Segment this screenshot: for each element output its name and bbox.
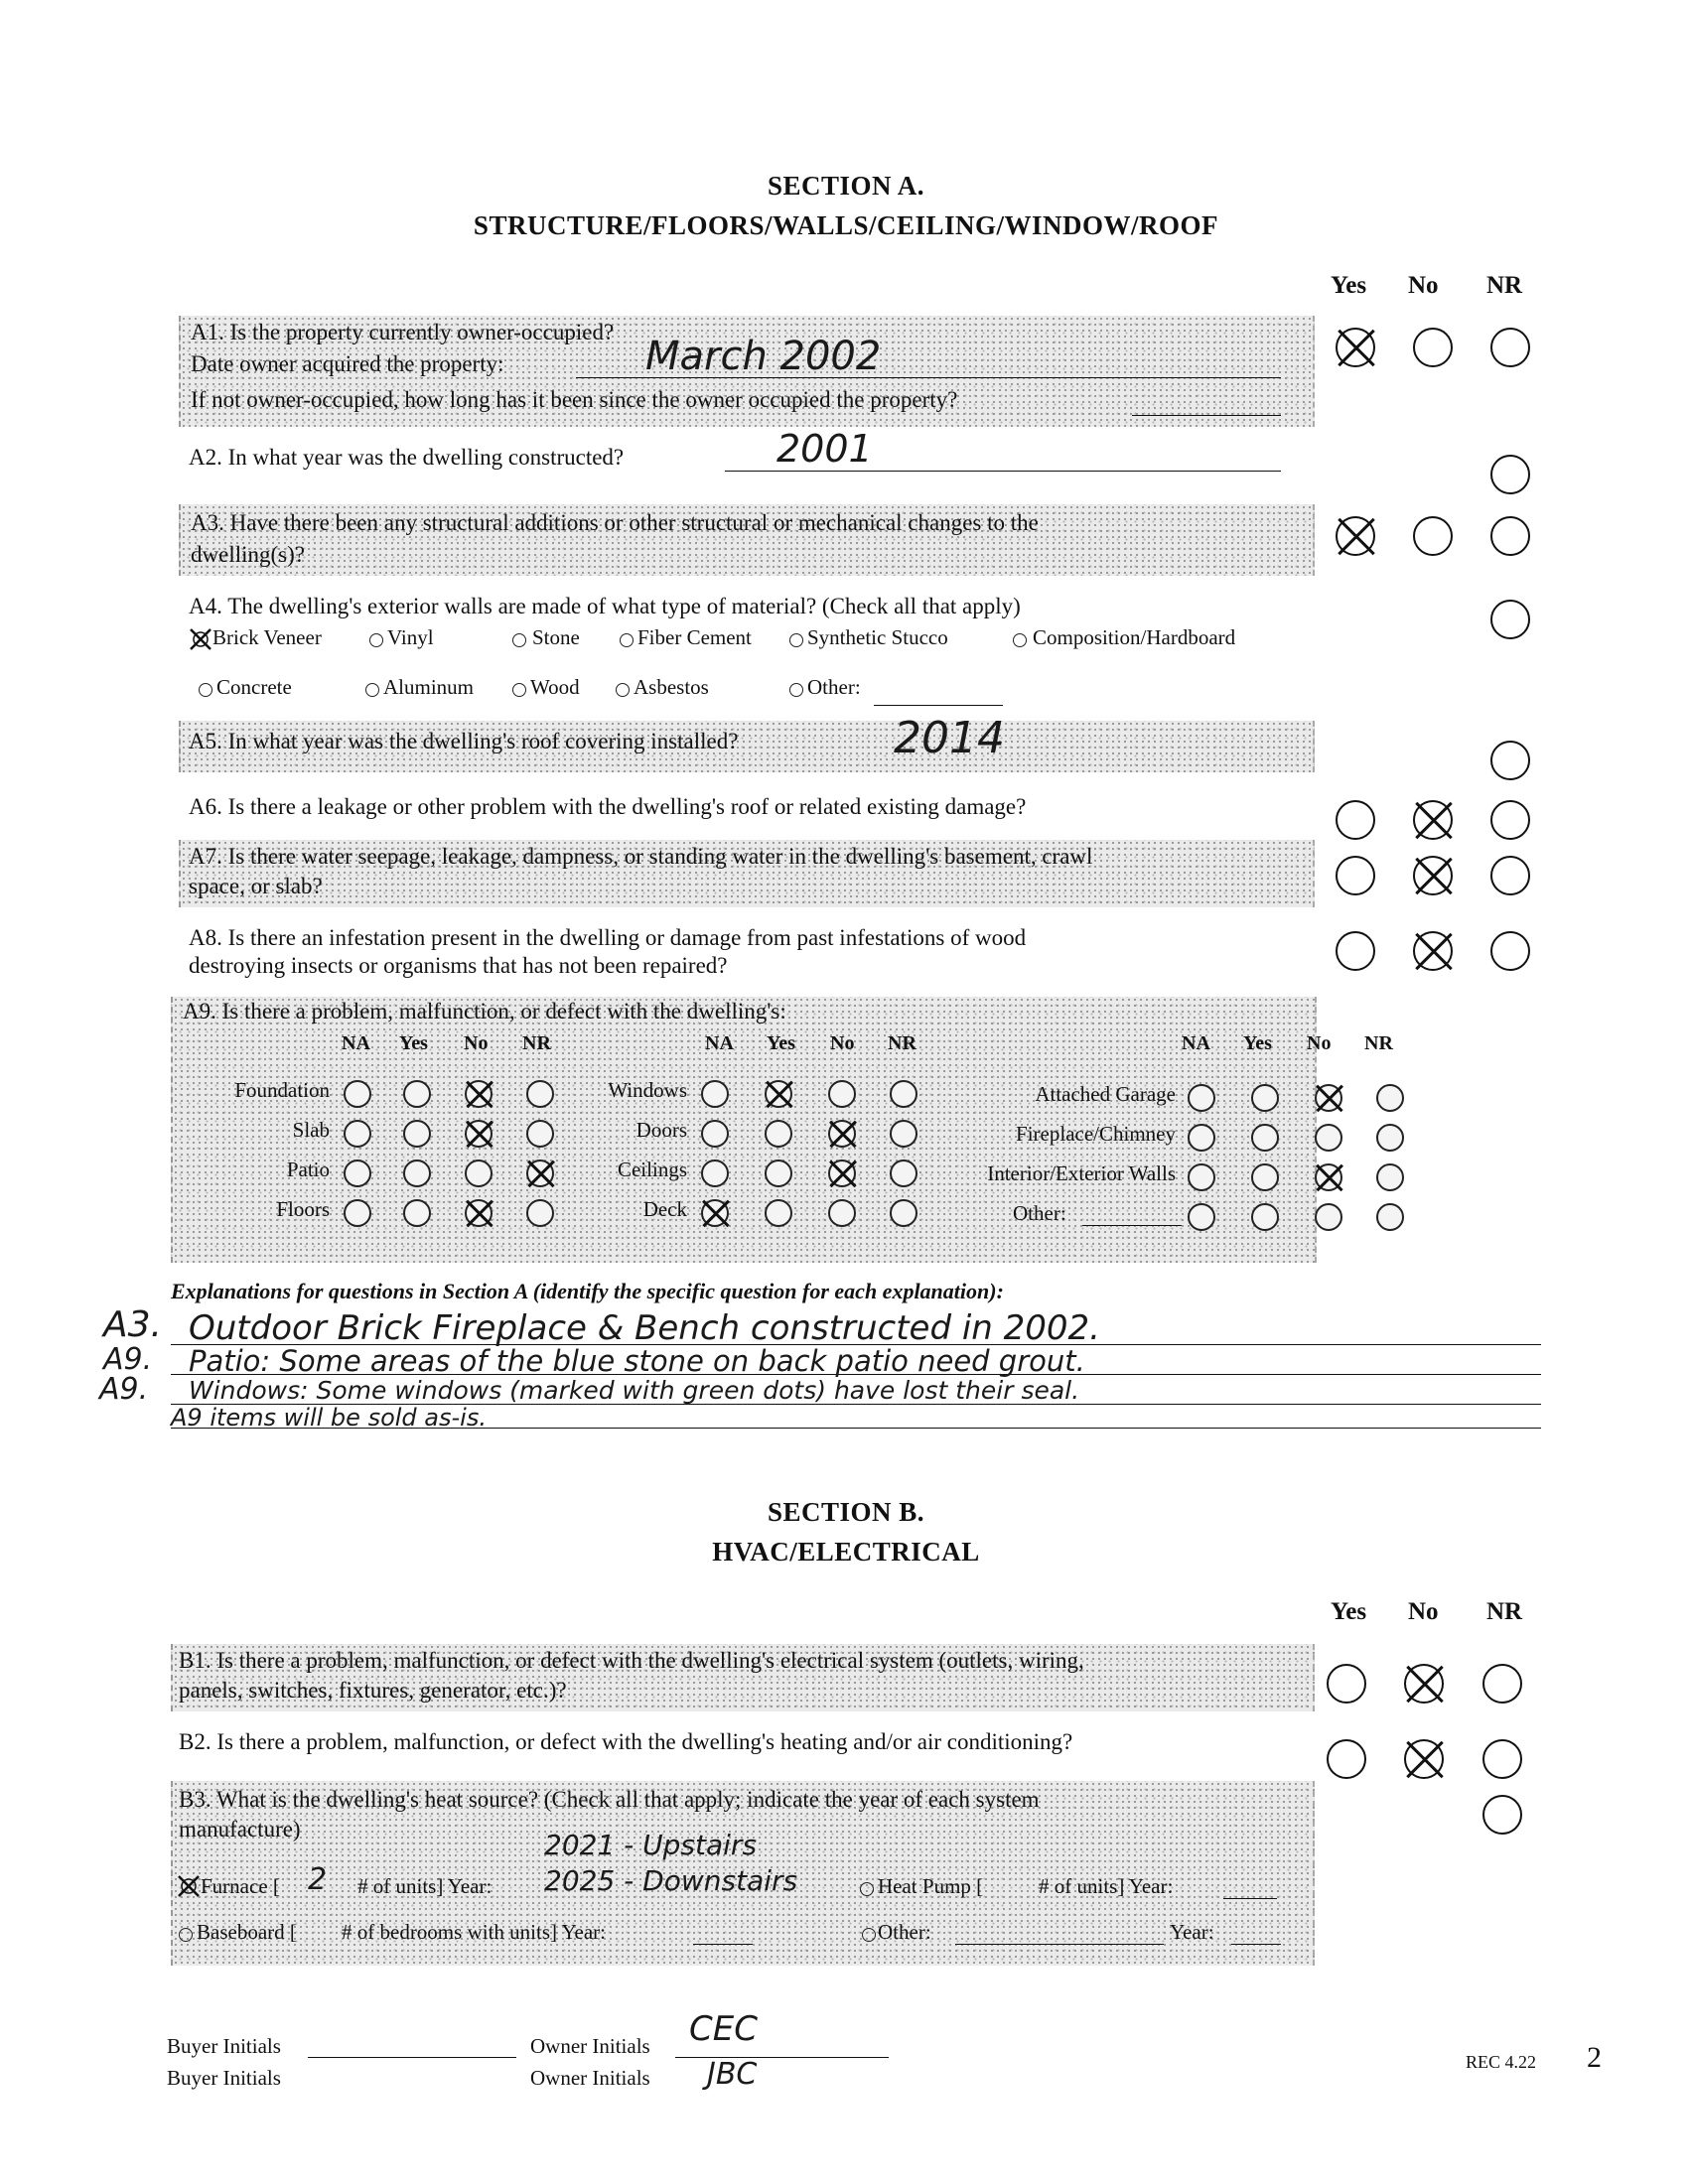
a4-composition-radio[interactable] bbox=[1013, 633, 1027, 647]
a9-foundation-no[interactable] bbox=[465, 1080, 493, 1108]
a7-no-radio[interactable] bbox=[1413, 856, 1453, 895]
b1-no-radio[interactable] bbox=[1404, 1664, 1444, 1704]
a4-opt-brick: Brick Veneer bbox=[212, 625, 322, 649]
a9-floors-na[interactable] bbox=[344, 1199, 371, 1227]
a7-nr-radio[interactable] bbox=[1490, 856, 1530, 895]
a9-fireplace-no[interactable] bbox=[1315, 1124, 1342, 1152]
b1-question-2: panels, switches, fixtures, generator, etc.)? bbox=[179, 1678, 567, 1703]
b3-furnace-year-label: # of units] Year: bbox=[357, 1874, 493, 1898]
a1-question: A1. Is the property currently owner-occupied? bbox=[191, 320, 615, 344]
a9-other-no[interactable] bbox=[1315, 1203, 1342, 1231]
b3-baseboard-year-label: # of bedrooms with units] Year: bbox=[342, 1920, 606, 1944]
b3-other-field[interactable] bbox=[955, 1926, 1164, 1945]
b3-other-label: Other: bbox=[878, 1920, 931, 1944]
a9-deck-no[interactable] bbox=[828, 1199, 856, 1227]
b1-question-1: B1. Is there a problem, malfunction, or defect with the dwelling's electrical system (outlets, wiring, bbox=[179, 1648, 1084, 1673]
a6-yes-radio[interactable] bbox=[1336, 800, 1375, 840]
a9-g3-col-yes: Yes bbox=[1243, 1032, 1272, 1054]
b3-year-upstairs[interactable]: 2021 - Upstairs bbox=[544, 1829, 758, 1861]
a9-fireplace-nr[interactable] bbox=[1376, 1124, 1404, 1152]
a4-opt-vinyl: Vinyl bbox=[387, 625, 434, 649]
b3-baseboard-year-field[interactable] bbox=[693, 1926, 753, 1945]
a9-patio-nr[interactable] bbox=[526, 1160, 554, 1187]
a9-slab-yes[interactable] bbox=[403, 1120, 431, 1148]
a9-walls-na[interactable] bbox=[1188, 1163, 1215, 1191]
b1-nr-radio[interactable] bbox=[1482, 1664, 1522, 1704]
a7-yes-radio[interactable] bbox=[1336, 856, 1375, 895]
a1-no-radio[interactable] bbox=[1413, 328, 1453, 367]
a7-question-1: A7. Is there water seepage, leakage, dampness, or standing water in the dwelling's basement, crawl bbox=[189, 844, 1093, 869]
a6-no-radio[interactable] bbox=[1413, 800, 1453, 840]
explanations-label: Explanations for questions in Section A (identify the specific question for each explanation): bbox=[171, 1279, 1004, 1303]
a4-opt-concrete: Concrete bbox=[216, 675, 292, 699]
b3-furnace-label: Furnace [ bbox=[201, 1874, 280, 1898]
a9-g2-col-yes: Yes bbox=[767, 1032, 795, 1054]
a4-brick-check[interactable] bbox=[189, 627, 211, 649]
b3-other-year-field[interactable] bbox=[1231, 1926, 1281, 1945]
explanation-4-text[interactable]: A9 items will be sold as-is. bbox=[171, 1404, 487, 1432]
b3-year-downstairs[interactable]: 2025 - Downstairs bbox=[544, 1864, 798, 1897]
a9-slab-no[interactable] bbox=[465, 1120, 493, 1148]
a9-deck-na[interactable] bbox=[701, 1199, 729, 1227]
a9-question: A9. Is there a problem, malfunction, or defect with the dwelling's: bbox=[183, 999, 786, 1024]
section-a-subtitle: STRUCTURE/FLOORS/WALLS/CEILING/WINDOW/ROOF bbox=[473, 210, 1219, 240]
a9-label-windows: Windows bbox=[608, 1078, 687, 1102]
a3-yes-radio[interactable] bbox=[1336, 516, 1375, 556]
a4-other-field[interactable] bbox=[874, 685, 1003, 706]
a9-doors-nr[interactable] bbox=[890, 1120, 917, 1148]
a9-garage-yes[interactable] bbox=[1251, 1084, 1279, 1112]
explanation-2-text[interactable]: Patio: Some areas of the blue stone on back patio need grout. bbox=[189, 1344, 1085, 1378]
a1-date-value[interactable]: March 2002 bbox=[645, 334, 882, 379]
a9-fireplace-na[interactable] bbox=[1188, 1124, 1215, 1152]
a4-concrete-radio[interactable] bbox=[199, 683, 212, 697]
a9-ceilings-nr[interactable] bbox=[890, 1160, 917, 1187]
b3-nr-radio[interactable] bbox=[1482, 1795, 1522, 1835]
a9-label-foundation: Foundation bbox=[234, 1078, 330, 1102]
a9-deck-yes[interactable] bbox=[765, 1199, 792, 1227]
a1-yes-radio[interactable] bbox=[1336, 328, 1375, 367]
a4-asbestos-radio[interactable] bbox=[616, 683, 630, 697]
a7-question-2: space, or slab? bbox=[189, 874, 323, 898]
a9-floors-no[interactable] bbox=[465, 1199, 493, 1227]
a2-nr-radio[interactable] bbox=[1490, 455, 1530, 494]
a9-ceilings-na[interactable] bbox=[701, 1160, 729, 1187]
a8-question-2: destroying insects or organisms that has not been repaired? bbox=[189, 953, 728, 978]
a9-patio-no[interactable] bbox=[465, 1160, 493, 1187]
a9-floors-yes[interactable] bbox=[403, 1199, 431, 1227]
a9-label-other: Other: bbox=[1013, 1201, 1066, 1225]
a9-other-na[interactable] bbox=[1188, 1203, 1215, 1231]
b1-yes-radio[interactable] bbox=[1327, 1664, 1366, 1704]
b2-question: B2. Is there a problem, malfunction, or defect with the dwelling's heating and/or air conditioning? bbox=[179, 1729, 1073, 1754]
a9-other-nr[interactable] bbox=[1376, 1203, 1404, 1231]
a3-no-radio[interactable] bbox=[1413, 516, 1453, 556]
a6-question: A6. Is there a leakage or other problem with the dwelling's roof or related existing damage? bbox=[189, 794, 1027, 819]
a9-slab-nr[interactable] bbox=[526, 1120, 554, 1148]
b3-heatpump-year-field[interactable] bbox=[1223, 1880, 1277, 1899]
a9-g1-col-no: No bbox=[464, 1032, 489, 1054]
a9-doors-na[interactable] bbox=[701, 1120, 729, 1148]
a9-label-deck: Deck bbox=[642, 1197, 687, 1221]
a4-opt-fiber: Fiber Cement bbox=[637, 625, 752, 649]
a4-fiber-radio[interactable] bbox=[620, 633, 634, 647]
b3-heatpump-label: Heat Pump [ bbox=[878, 1874, 984, 1898]
a4-opt-stone: Stone bbox=[532, 625, 580, 649]
b3-question-2: manufacture) bbox=[179, 1817, 301, 1842]
b3-other-year-label: Year: bbox=[1170, 1920, 1214, 1944]
a9-g3-col-nr: NR bbox=[1364, 1032, 1393, 1054]
a9-label-slab: Slab bbox=[292, 1118, 330, 1142]
a3-nr-radio[interactable] bbox=[1490, 516, 1530, 556]
a9-patio-yes[interactable] bbox=[403, 1160, 431, 1187]
a9-foundation-yes[interactable] bbox=[403, 1080, 431, 1108]
a8-yes-radio[interactable] bbox=[1336, 931, 1375, 971]
a5-nr-radio[interactable] bbox=[1490, 741, 1530, 780]
a4-opt-aluminum: Aluminum bbox=[383, 675, 475, 699]
owner-signature-2[interactable]: JBC bbox=[707, 2057, 758, 2092]
a4-opt-stucco: Synthetic Stucco bbox=[807, 625, 948, 649]
a3-question-2: dwelling(s)? bbox=[191, 542, 305, 567]
a5-value[interactable]: 2014 bbox=[894, 713, 1005, 763]
a4-stone-radio[interactable] bbox=[512, 633, 526, 647]
b2-nr-radio[interactable] bbox=[1482, 1739, 1522, 1779]
a3-question-1: A3. Have there been any structural additions or other structural or mechanical changes to the bbox=[191, 510, 1039, 535]
form-code: REC 4.22 bbox=[1466, 2052, 1537, 2072]
a9-patio-na[interactable] bbox=[344, 1160, 371, 1187]
b3-heatpump-radio[interactable] bbox=[860, 1882, 874, 1896]
a2-question: A2. In what year was the dwelling constructed? bbox=[189, 445, 625, 470]
a9-label-garage: Attached Garage bbox=[1035, 1082, 1176, 1106]
b-col-nr-header: NR bbox=[1486, 1598, 1523, 1625]
a9-garage-nr[interactable] bbox=[1376, 1084, 1404, 1112]
b-col-yes-header: Yes bbox=[1331, 1598, 1367, 1625]
a9-garage-na[interactable] bbox=[1188, 1084, 1215, 1112]
b3-furnace-units[interactable]: 2 bbox=[308, 1862, 328, 1897]
a8-question-1: A8. Is there an infestation present in the dwelling or damage from past infestations of wood bbox=[189, 925, 1027, 950]
b2-no-radio[interactable] bbox=[1404, 1739, 1444, 1779]
a9-g2-col-na: NA bbox=[705, 1032, 734, 1054]
a9-windows-na[interactable] bbox=[701, 1080, 729, 1108]
a9-slab-na[interactable] bbox=[344, 1120, 371, 1148]
buyer-initials-field-1[interactable] bbox=[308, 2037, 516, 2058]
a9-doors-yes[interactable] bbox=[765, 1120, 792, 1148]
a9-foundation-na[interactable] bbox=[344, 1080, 371, 1108]
a9-walls-no[interactable] bbox=[1315, 1163, 1342, 1191]
section-a-title: SECTION A. bbox=[767, 171, 925, 201]
a4-aluminum-radio[interactable] bbox=[365, 683, 379, 697]
a2-value[interactable]: 2001 bbox=[776, 427, 873, 471]
b3-heatpump-year-label: # of units] Year: bbox=[1039, 1874, 1174, 1898]
b3-other-radio[interactable] bbox=[862, 1928, 876, 1942]
a4-other-radio[interactable] bbox=[789, 683, 803, 697]
a9-garage-no[interactable] bbox=[1315, 1084, 1342, 1112]
a9-ceilings-yes[interactable] bbox=[765, 1160, 792, 1187]
a9-label-patio: Patio bbox=[286, 1158, 330, 1181]
a1-nr-radio[interactable] bbox=[1490, 328, 1530, 367]
a8-nr-radio[interactable] bbox=[1490, 931, 1530, 971]
col-yes-header: Yes bbox=[1331, 272, 1367, 299]
a9-label-walls: Interior/Exterior Walls bbox=[987, 1161, 1176, 1185]
a9-foundation-nr[interactable] bbox=[526, 1080, 554, 1108]
a9-g1-col-nr: NR bbox=[522, 1032, 551, 1054]
a9-g3-col-na: NA bbox=[1182, 1032, 1210, 1054]
col-nr-header: NR bbox=[1486, 272, 1523, 299]
explanation-2-q: A9. bbox=[103, 1342, 153, 1377]
a4-nr-radio[interactable] bbox=[1490, 600, 1530, 639]
explanation-3-q: A9. bbox=[99, 1372, 149, 1407]
a4-vinyl-radio[interactable] bbox=[369, 633, 383, 647]
a4-opt-asbestos: Asbestos bbox=[634, 675, 709, 699]
a9-g2-col-no: No bbox=[830, 1032, 855, 1054]
b3-furnace-check[interactable] bbox=[177, 1874, 199, 1896]
col-no-header: No bbox=[1408, 272, 1439, 299]
page-number: 2 bbox=[1587, 2041, 1602, 2074]
a9-fireplace-yes[interactable] bbox=[1251, 1124, 1279, 1152]
a9-windows-nr[interactable] bbox=[890, 1080, 917, 1108]
a9-ceilings-no[interactable] bbox=[828, 1160, 856, 1187]
a4-opt-composition: Composition/Hardboard bbox=[1033, 625, 1236, 649]
a9-g1-col-na: NA bbox=[342, 1032, 370, 1054]
a1-date-label: Date owner acquired the property: bbox=[191, 351, 504, 376]
a9-doors-no[interactable] bbox=[828, 1120, 856, 1148]
a4-question: A4. The dwelling's exterior walls are made of what type of material? (Check all that apply) bbox=[189, 594, 1021, 618]
b-col-no-header: No bbox=[1408, 1598, 1439, 1625]
owner-signature-1[interactable]: CEC bbox=[689, 2009, 758, 2049]
a9-label-fireplace: Fireplace/Chimney bbox=[1016, 1122, 1176, 1146]
b2-yes-radio[interactable] bbox=[1327, 1739, 1366, 1779]
a9-label-doors: Doors bbox=[635, 1118, 687, 1142]
a4-opt-other: Other: bbox=[807, 675, 861, 699]
a9-other-yes[interactable] bbox=[1251, 1203, 1279, 1231]
a9-floors-nr[interactable] bbox=[526, 1199, 554, 1227]
b3-baseboard-label: Baseboard [ bbox=[197, 1920, 297, 1944]
b3-question-1: B3. What is the dwelling's heat source? (Check all that apply; indicate the year of each system bbox=[179, 1787, 1040, 1812]
a9-label-floors: Floors bbox=[276, 1197, 330, 1221]
owner-initials-label-2: Owner Initials bbox=[530, 2066, 650, 2090]
a9-walls-nr[interactable] bbox=[1376, 1163, 1404, 1191]
explanation-1-text[interactable]: Outdoor Brick Fireplace & Bench constructed in 2002. bbox=[189, 1308, 1100, 1348]
owner-initials-label-1: Owner Initials bbox=[530, 2034, 650, 2058]
a5-question: A5. In what year was the dwelling's roof covering installed? bbox=[189, 729, 739, 753]
a1-not-occupied: If not owner-occupied, how long has it been since the owner occupied the property? bbox=[191, 387, 958, 412]
a9-windows-no[interactable] bbox=[828, 1080, 856, 1108]
a9-deck-nr[interactable] bbox=[890, 1199, 917, 1227]
a4-opt-wood: Wood bbox=[530, 675, 580, 699]
a8-no-radio[interactable] bbox=[1413, 931, 1453, 971]
a4-wood-radio[interactable] bbox=[512, 683, 526, 697]
explanation-1-q: A3. bbox=[103, 1304, 162, 1345]
b3-baseboard-radio[interactable] bbox=[179, 1928, 193, 1942]
a9-g2-col-nr: NR bbox=[888, 1032, 916, 1054]
buyer-initials-label-1: Buyer Initials bbox=[167, 2034, 281, 2058]
a9-g3-col-no: No bbox=[1307, 1032, 1332, 1054]
a6-nr-radio[interactable] bbox=[1490, 800, 1530, 840]
buyer-initials-label-2: Buyer Initials bbox=[167, 2066, 281, 2090]
a9-label-ceilings: Ceilings bbox=[617, 1158, 687, 1181]
a9-walls-yes[interactable] bbox=[1251, 1163, 1279, 1191]
section-b-subtitle: HVAC/ELECTRICAL bbox=[712, 1537, 980, 1567]
a9-g1-col-yes: Yes bbox=[399, 1032, 428, 1054]
a9-other-field[interactable] bbox=[1082, 1205, 1182, 1226]
explanation-3-text[interactable]: Windows: Some windows (marked with green dots) have lost their seal. bbox=[189, 1376, 1080, 1405]
a4-stucco-radio[interactable] bbox=[789, 633, 803, 647]
a9-windows-yes[interactable] bbox=[765, 1080, 792, 1108]
section-b-title: SECTION B. bbox=[767, 1497, 925, 1527]
